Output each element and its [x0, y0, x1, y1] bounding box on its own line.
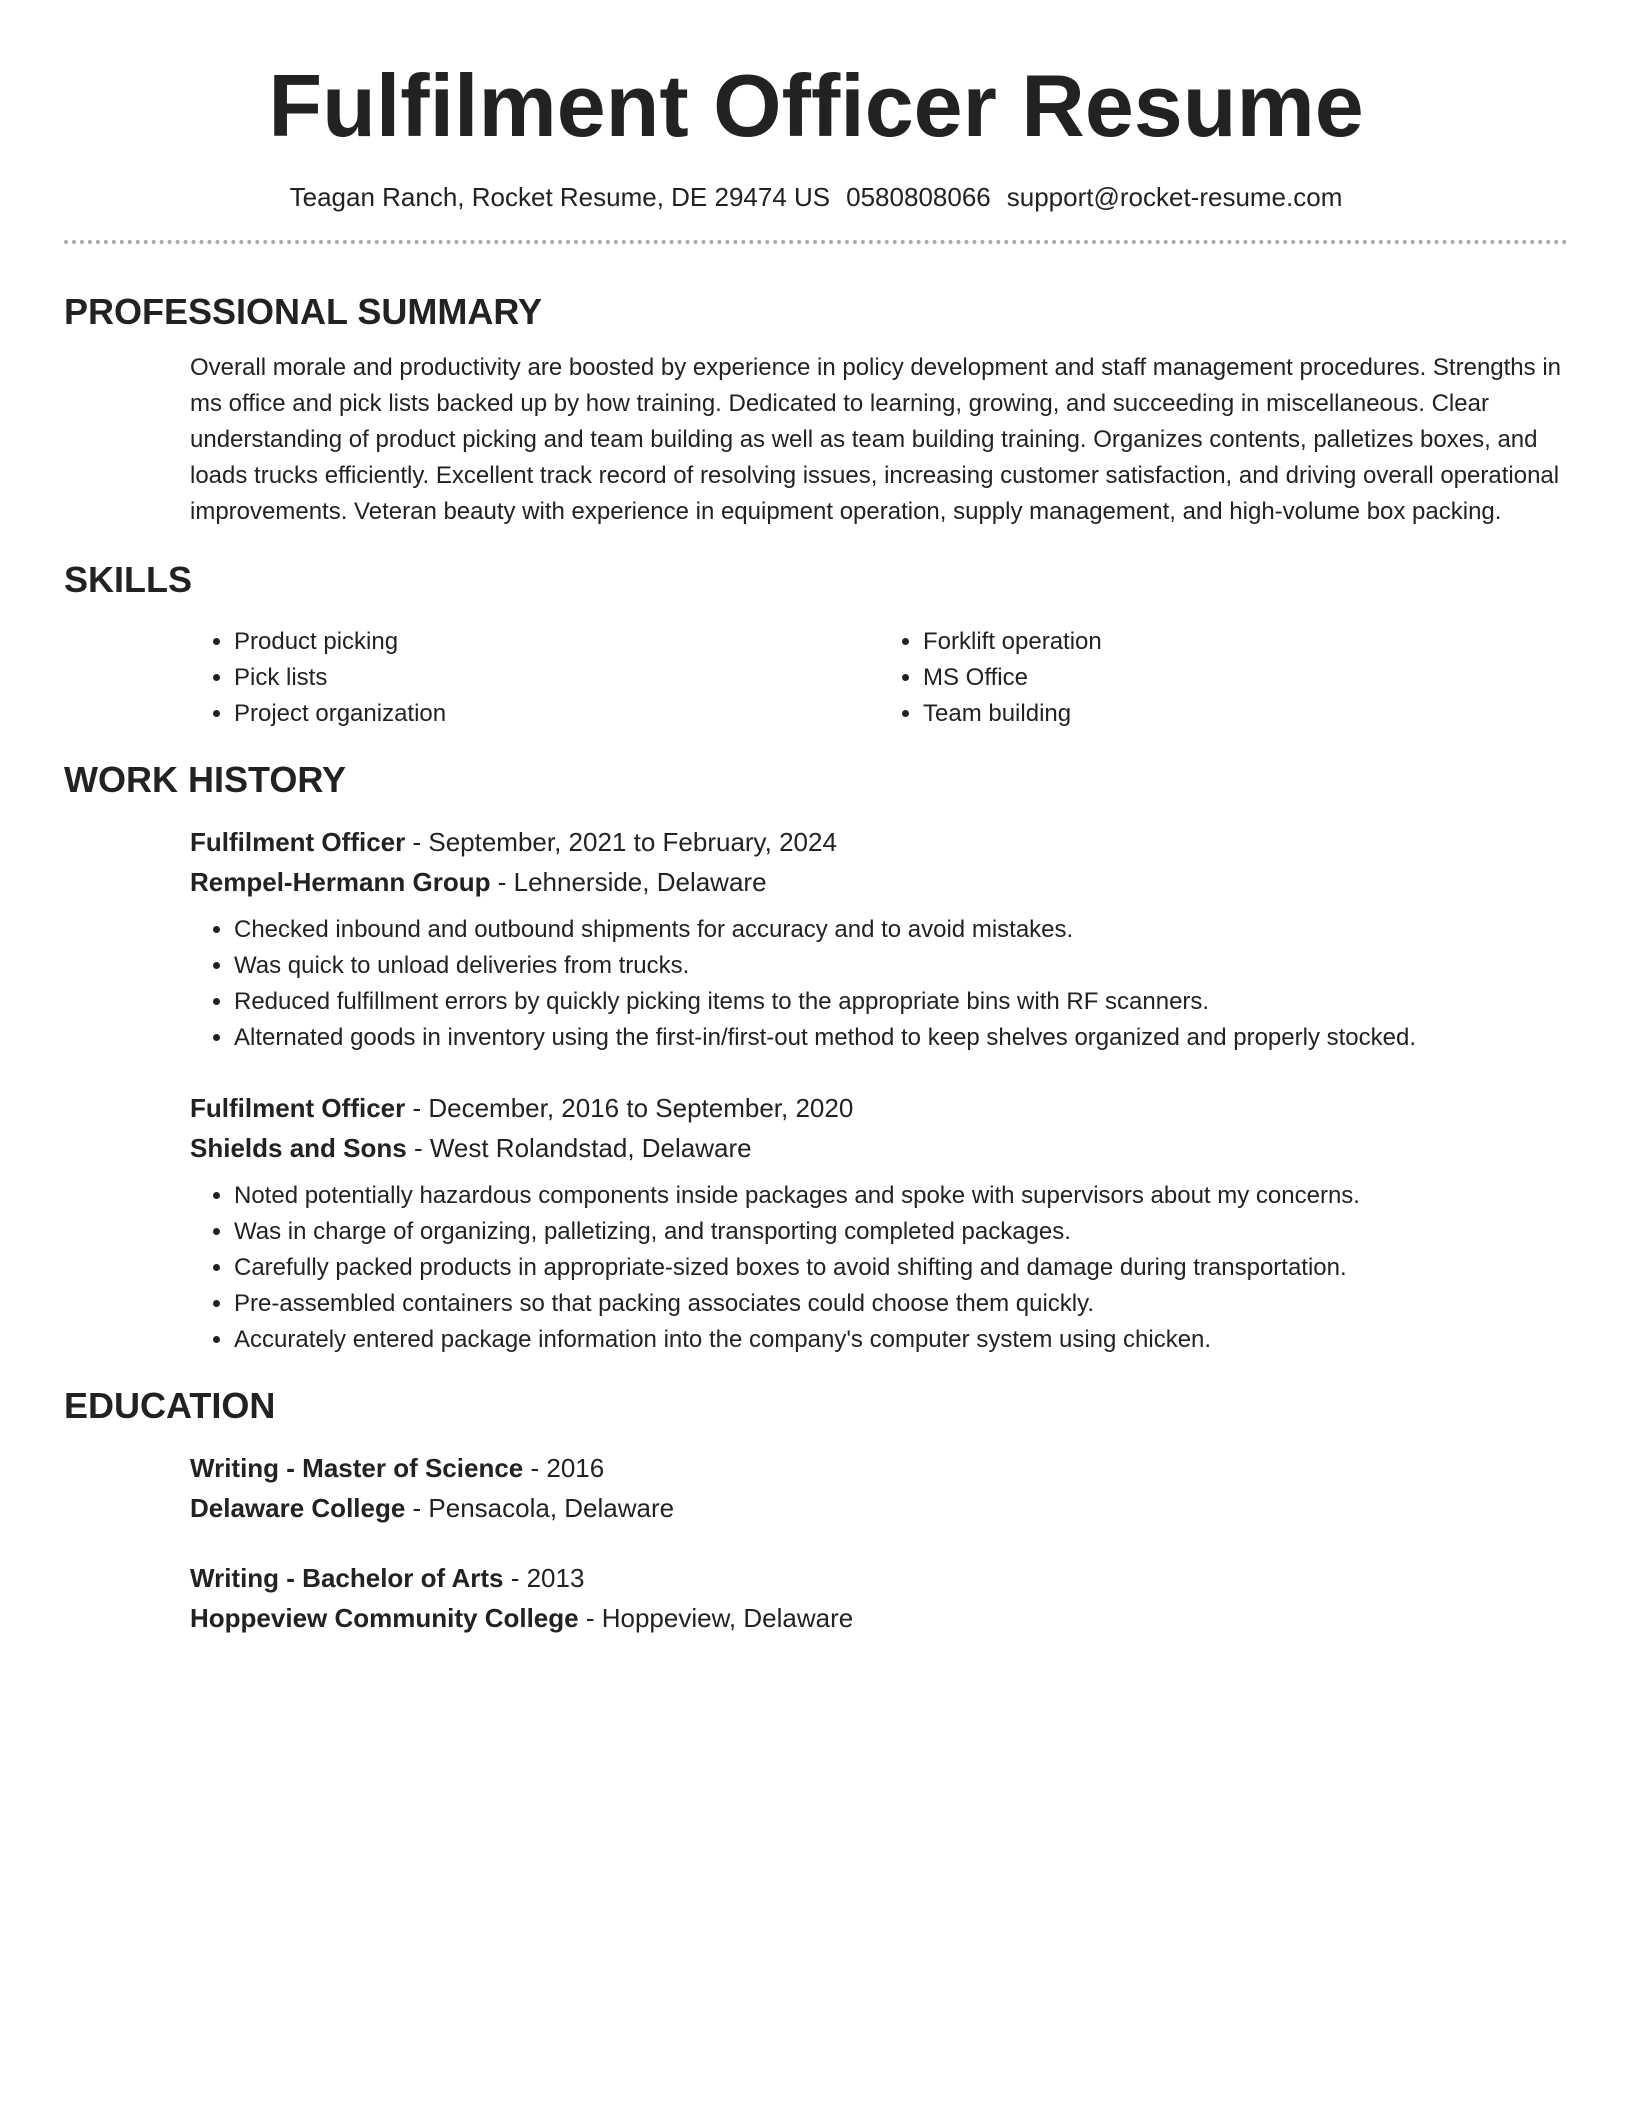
degree-line: [190, 1448, 1568, 1488]
degree-line: [190, 1558, 1568, 1598]
duty-item: • Alternated goods in inventory using the first-in/first-out method to keep shelves organized and properly stocked.: [234, 1020, 1568, 1056]
contact-email: support@rocket-resume.com: [1006, 182, 1343, 212]
job-location: - Lehnerside, Delaware: [490, 867, 767, 897]
skill-item: • MS Office: [923, 660, 1568, 696]
job-title: Fulfilment Officer: [190, 827, 406, 857]
job-title-line: [190, 1088, 1568, 1128]
contact-address: Teagan Ranch, Rocket Resume, DE 29474 US: [289, 182, 831, 212]
work-history-heading: WORK HISTORY: [64, 759, 347, 800]
skill-item: • Pick lists: [234, 660, 879, 696]
degree-name: Writing - Master of Science: [190, 1453, 524, 1483]
job-title: Fulfilment Officer: [190, 1093, 406, 1123]
school-name: Hoppeview Community College: [190, 1603, 579, 1633]
education-heading: EDUCATION: [64, 1385, 276, 1426]
school-location: - Hoppeview, Delaware: [578, 1603, 854, 1633]
school-line: [190, 1598, 1568, 1638]
contact-phone: 0580808066: [846, 182, 991, 212]
job-duties: [190, 1178, 1568, 1358]
duty-item: • Accurately entered package information into the company's computer system using chicken.: [234, 1322, 1568, 1358]
job-entry: [190, 1088, 1568, 1358]
job-duties: [190, 912, 1568, 1056]
duty-item: • Carefully packed products in appropriate-sized boxes to avoid shifting and damage during transportation.: [234, 1250, 1568, 1286]
job-dates: - September, 2021 to February, 2024: [405, 827, 837, 857]
job-company-line: [190, 862, 1568, 902]
duty-item: • Reduced fulfillment errors by quickly picking items to the appropriate bins with RF scanners.: [234, 984, 1568, 1020]
job-entry: [190, 822, 1568, 1056]
job-title-line: [190, 822, 1568, 862]
school-line: [190, 1488, 1568, 1528]
duty-item: • Was in charge of organizing, palletizing, and transporting completed packages.: [234, 1214, 1568, 1250]
skills-column-right: [879, 624, 1568, 732]
contact-line: [64, 180, 1568, 214]
education-list: [190, 1448, 1568, 1638]
degree-year: - 2013: [503, 1563, 585, 1593]
summary-text: Overall morale and productivity are boosted by experience in policy development and staff management procedures. Strengths in ms office and pick lists backed up by how training. Dedicated to learning, growing, and succeeding in miscellaneous. Clear understanding of product picking and team building as well as team building training. Organizes contents, palletizes boxes, and loads trucks efficiently. Excellent track record of resolving issues, increasing customer satisfaction, and driving overall operational improvements. Veteran beauty with experience in equipment operation, supply management, and high-volume box packing.: [190, 354, 1561, 525]
job-location: - West Rolandstad, Delaware: [406, 1133, 752, 1163]
resume-title: Fulfilment Officer Resume: [268, 56, 1364, 155]
skill-item: • Forklift operation: [923, 624, 1568, 660]
education-entry: [190, 1448, 1568, 1528]
summary-heading: PROFESSIONAL SUMMARY: [64, 291, 543, 332]
header-divider: [64, 240, 1568, 244]
education-entry: [190, 1558, 1568, 1638]
degree-year: - 2016: [523, 1453, 605, 1483]
skill-item: • Project organization: [234, 696, 879, 732]
duty-item: • Noted potentially hazardous components inside packages and spoke with supervisors about my concerns.: [234, 1178, 1568, 1214]
skills-heading: SKILLS: [64, 559, 193, 600]
skill-item: • Team building: [923, 696, 1568, 732]
skill-item: • Product picking: [234, 624, 879, 660]
duty-item: • Pre-assembled containers so that packing associates could choose them quickly.: [234, 1286, 1568, 1322]
degree-name: Writing - Bachelor of Arts: [190, 1563, 504, 1593]
job-company: Rempel-Hermann Group: [190, 867, 491, 897]
job-dates: - December, 2016 to September, 2020: [405, 1093, 854, 1123]
skills-list: [190, 624, 1568, 732]
school-name: Delaware College: [190, 1493, 406, 1523]
duty-item: • Was quick to unload deliveries from trucks.: [234, 948, 1568, 984]
duty-item: • Checked inbound and outbound shipments for accuracy and to avoid mistakes.: [234, 912, 1568, 948]
job-company-line: [190, 1128, 1568, 1168]
job-company: Shields and Sons: [190, 1133, 407, 1163]
school-location: - Pensacola, Delaware: [405, 1493, 675, 1523]
work-history: [190, 822, 1568, 1358]
resume-page: [64, 0, 1568, 1638]
skills-column-left: [190, 624, 879, 732]
